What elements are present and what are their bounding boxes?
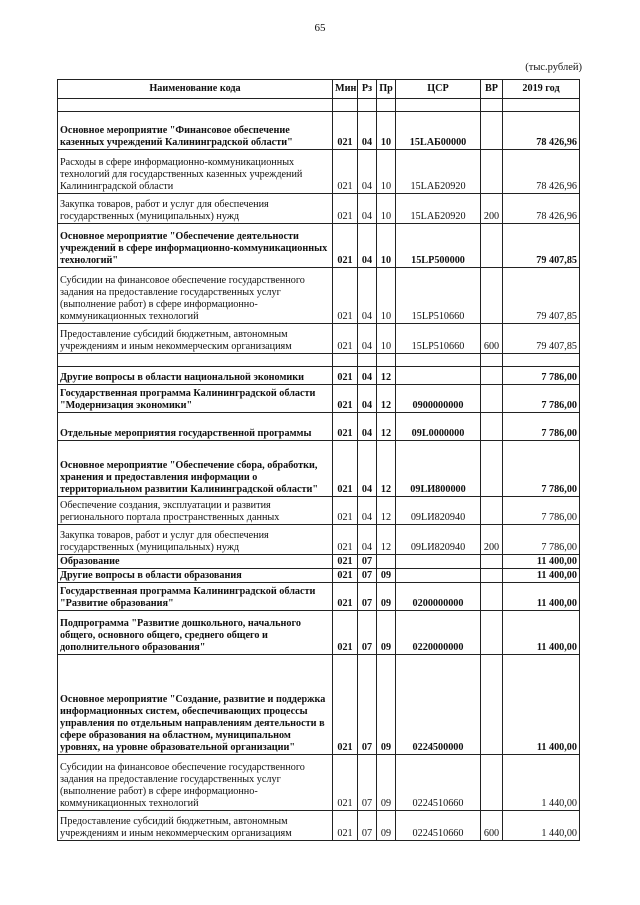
cell-min: 021 <box>333 112 358 150</box>
cell-vr <box>481 441 503 497</box>
header-name: Наименование кода <box>58 80 333 99</box>
cell-min: 021 <box>333 441 358 497</box>
cell-pr: 10 <box>377 224 396 268</box>
cell-min: 021 <box>333 555 358 569</box>
cell-vr <box>481 583 503 611</box>
spacer-cell <box>333 354 358 367</box>
spacer-cell <box>377 99 396 112</box>
table-row <box>58 441 580 497</box>
cell-csr: 15LАБ00000 <box>396 112 481 150</box>
cell-pr: 09 <box>377 655 396 755</box>
cell-min: 021 <box>333 811 358 841</box>
cell-rz: 07 <box>358 611 377 655</box>
cell-amount: 79 407,85 <box>503 268 580 324</box>
cell-vr: 600 <box>481 811 503 841</box>
cell-pr: 12 <box>377 367 396 385</box>
cell-vr <box>481 655 503 755</box>
cell-pr: 09 <box>377 811 396 841</box>
header-vr: ВР <box>481 80 503 99</box>
cell-amount: 11 400,00 <box>503 655 580 755</box>
cell-min: 021 <box>333 525 358 555</box>
cell-csr <box>396 555 481 569</box>
spacer-cell <box>358 99 377 112</box>
table-body <box>58 99 580 841</box>
header-year: 2019 год <box>503 80 580 99</box>
spacer-cell <box>377 354 396 367</box>
cell-min: 021 <box>333 194 358 224</box>
cell-amount: 7 786,00 <box>503 525 580 555</box>
cell-min: 021 <box>333 224 358 268</box>
cell-pr: 09 <box>377 569 396 583</box>
cell-name: Закупка товаров, работ и услуг для обеспечения государственных (муниципальных) нужд <box>58 194 333 224</box>
cell-vr <box>481 268 503 324</box>
cell-amount: 7 786,00 <box>503 497 580 525</box>
table-row <box>58 413 580 441</box>
cell-vr <box>481 611 503 655</box>
spacer-cell <box>481 99 503 112</box>
table-header-row <box>58 80 580 99</box>
cell-min: 021 <box>333 611 358 655</box>
cell-csr: 15LАБ20920 <box>396 150 481 194</box>
cell-pr: 10 <box>377 150 396 194</box>
cell-rz: 07 <box>358 555 377 569</box>
cell-name: Основное мероприятие "Обеспечение деятельности учреждений в сфере информационно-коммуникационных технологий" <box>58 224 333 268</box>
spacer-cell <box>333 99 358 112</box>
cell-pr: 12 <box>377 441 396 497</box>
cell-name: Субсидии на финансовое обеспечение государственного задания на предоставление государственных услуг (выполнение работ) в сфере информационно-коммуникационных технологий <box>58 268 333 324</box>
cell-rz: 04 <box>358 525 377 555</box>
cell-min: 021 <box>333 569 358 583</box>
table-row <box>58 497 580 525</box>
cell-pr: 10 <box>377 324 396 354</box>
spacer-row <box>58 99 580 112</box>
cell-min: 021 <box>333 755 358 811</box>
cell-pr: 12 <box>377 413 396 441</box>
spacer-cell <box>396 99 481 112</box>
cell-min: 021 <box>333 268 358 324</box>
table-row <box>58 385 580 413</box>
cell-csr: 0220000000 <box>396 611 481 655</box>
cell-csr: 15LP500000 <box>396 224 481 268</box>
cell-rz: 04 <box>358 385 377 413</box>
cell-pr: 10 <box>377 194 396 224</box>
cell-name: Подпрограмма "Развитие дошкольного, начального общего, основного общего, среднего общего и дополнительного образования" <box>58 611 333 655</box>
cell-vr <box>481 555 503 569</box>
table-row <box>58 324 580 354</box>
spacer-cell <box>58 354 333 367</box>
cell-min: 021 <box>333 413 358 441</box>
table-row <box>58 150 580 194</box>
cell-rz: 04 <box>358 150 377 194</box>
cell-csr: 09L0000000 <box>396 413 481 441</box>
spacer-cell <box>481 354 503 367</box>
header-min: Мин <box>333 80 358 99</box>
cell-amount: 7 786,00 <box>503 367 580 385</box>
cell-pr: 09 <box>377 583 396 611</box>
cell-rz: 07 <box>358 755 377 811</box>
cell-rz: 04 <box>358 367 377 385</box>
cell-name: Другие вопросы в области национальной экономики <box>58 367 333 385</box>
cell-pr: 09 <box>377 611 396 655</box>
cell-name: Расходы в сфере информационно-коммуникационных технологий для государственных казенных учреждений Калининградской области <box>58 150 333 194</box>
cell-name: Отдельные мероприятия государственной программы <box>58 413 333 441</box>
cell-amount: 1 440,00 <box>503 811 580 841</box>
header-rz: Рз <box>358 80 377 99</box>
cell-amount: 11 400,00 <box>503 569 580 583</box>
table-row <box>58 367 580 385</box>
cell-vr <box>481 385 503 413</box>
cell-rz: 04 <box>358 224 377 268</box>
table-row <box>58 268 580 324</box>
cell-amount: 79 407,85 <box>503 324 580 354</box>
header-csr: ЦСР <box>396 80 481 99</box>
cell-amount: 78 426,96 <box>503 194 580 224</box>
cell-pr: 10 <box>377 112 396 150</box>
cell-rz: 07 <box>358 569 377 583</box>
cell-name: Предоставление субсидий бюджетным, автономным учреждениям и иным некоммерческим организациям <box>58 811 333 841</box>
cell-min: 021 <box>333 655 358 755</box>
spacer-cell <box>503 354 580 367</box>
cell-csr: 09LИ820940 <box>396 497 481 525</box>
cell-rz: 04 <box>358 413 377 441</box>
table-row <box>58 224 580 268</box>
cell-amount: 11 400,00 <box>503 583 580 611</box>
cell-csr: 0224500000 <box>396 655 481 755</box>
cell-min: 021 <box>333 385 358 413</box>
cell-pr: 09 <box>377 755 396 811</box>
spacer-cell <box>358 354 377 367</box>
cell-csr: 0224510660 <box>396 755 481 811</box>
cell-min: 021 <box>333 324 358 354</box>
cell-amount: 79 407,85 <box>503 224 580 268</box>
cell-csr: 09LИ800000 <box>396 441 481 497</box>
header-pr: Пр <box>377 80 396 99</box>
cell-csr: 15LАБ20920 <box>396 194 481 224</box>
cell-rz: 04 <box>358 268 377 324</box>
cell-csr: 0224510660 <box>396 811 481 841</box>
cell-name: Основное мероприятие "Обеспечение сбора, обработки, хранения и предоставления информации о территориальном развитии Калининградской области" <box>58 441 333 497</box>
cell-pr: 10 <box>377 268 396 324</box>
cell-vr: 200 <box>481 194 503 224</box>
cell-amount: 7 786,00 <box>503 413 580 441</box>
cell-vr: 200 <box>481 525 503 555</box>
cell-name: Государственная программа Калининградской области "Модернизация экономики" <box>58 385 333 413</box>
cell-vr <box>481 224 503 268</box>
table-row <box>58 811 580 841</box>
cell-amount: 7 786,00 <box>503 441 580 497</box>
spacer-cell <box>396 354 481 367</box>
table-row <box>58 194 580 224</box>
cell-csr: 0900000000 <box>396 385 481 413</box>
cell-vr <box>481 569 503 583</box>
table-row <box>58 611 580 655</box>
cell-pr: 12 <box>377 525 396 555</box>
cell-amount: 78 426,96 <box>503 112 580 150</box>
cell-vr <box>481 367 503 385</box>
table-row <box>58 755 580 811</box>
cell-pr: 12 <box>377 497 396 525</box>
page-number: 65 <box>314 22 326 34</box>
cell-rz: 07 <box>358 811 377 841</box>
table-row <box>58 569 580 583</box>
cell-name: Предоставление субсидий бюджетным, автономным учреждениям и иным некоммерческим организациям <box>58 324 333 354</box>
cell-min: 021 <box>333 497 358 525</box>
table-row <box>58 555 580 569</box>
spacer-row <box>58 354 580 367</box>
cell-csr <box>396 569 481 583</box>
cell-name: Основное мероприятие "Создание, развитие и поддержка информационных систем, обеспечивающих процессы управления по отдельным направлениям деятельности в сфере образования на областном, муниципальном уровнях, на уровне образовательной организации" <box>58 655 333 755</box>
cell-vr <box>481 413 503 441</box>
cell-name: Другие вопросы в области образования <box>58 569 333 583</box>
spacer-cell <box>58 99 333 112</box>
cell-rz: 07 <box>358 583 377 611</box>
cell-pr <box>377 555 396 569</box>
cell-min: 021 <box>333 367 358 385</box>
table-row <box>58 583 580 611</box>
cell-name: Государственная программа Калининградской области "Развитие образования" <box>58 583 333 611</box>
cell-vr: 600 <box>481 324 503 354</box>
cell-rz: 04 <box>358 497 377 525</box>
cell-csr: 15LP510660 <box>396 268 481 324</box>
cell-amount: 11 400,00 <box>503 555 580 569</box>
cell-vr <box>481 112 503 150</box>
cell-rz: 07 <box>358 655 377 755</box>
cell-amount: 11 400,00 <box>503 611 580 655</box>
cell-amount: 1 440,00 <box>503 755 580 811</box>
cell-csr: 0200000000 <box>396 583 481 611</box>
cell-csr: 09LИ820940 <box>396 525 481 555</box>
cell-min: 021 <box>333 150 358 194</box>
cell-name: Субсидии на финансовое обеспечение государственного задания на предоставление государственных услуг (выполнение работ) в сфере информационно-коммуникационных технологий <box>58 755 333 811</box>
table-row <box>58 525 580 555</box>
cell-csr: 15LP510660 <box>396 324 481 354</box>
table-row <box>58 112 580 150</box>
budget-table <box>57 79 580 841</box>
cell-amount: 78 426,96 <box>503 150 580 194</box>
cell-name: Закупка товаров, работ и услуг для обеспечения государственных (муниципальных) нужд <box>58 525 333 555</box>
cell-vr <box>481 755 503 811</box>
cell-rz: 04 <box>358 194 377 224</box>
cell-vr <box>481 497 503 525</box>
cell-min: 021 <box>333 583 358 611</box>
cell-name: Основное мероприятие "Финансовое обеспечение казенных учреждений Калининградской области" <box>58 112 333 150</box>
cell-name: Обеспечение создания, эксплуатации и развития регионального портала пространственных данных <box>58 497 333 525</box>
units-label: (тыс.рублей) <box>525 62 582 73</box>
cell-name: Образование <box>58 555 333 569</box>
cell-pr: 12 <box>377 385 396 413</box>
cell-amount: 7 786,00 <box>503 385 580 413</box>
cell-rz: 04 <box>358 324 377 354</box>
spacer-cell <box>503 99 580 112</box>
cell-csr <box>396 367 481 385</box>
cell-rz: 04 <box>358 112 377 150</box>
cell-vr <box>481 150 503 194</box>
cell-rz: 04 <box>358 441 377 497</box>
table-row <box>58 655 580 755</box>
